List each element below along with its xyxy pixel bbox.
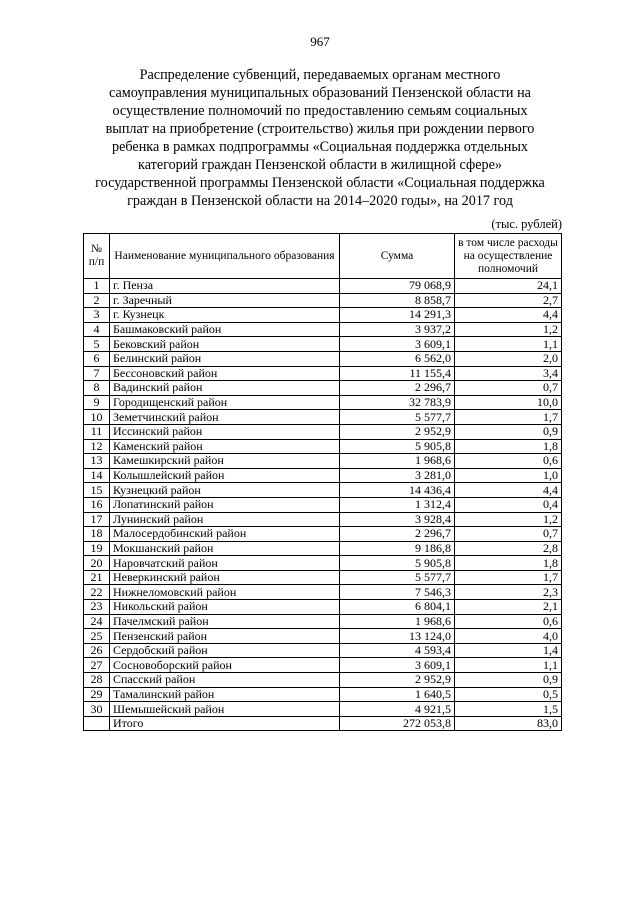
table-row xyxy=(84,351,562,366)
header-num: № п/п xyxy=(84,234,110,279)
municipality-name: Земетчинский район xyxy=(110,410,340,425)
expenses-amount: 0,5 xyxy=(455,687,562,702)
table-row xyxy=(84,541,562,556)
municipality-name: Каменский район xyxy=(110,439,340,454)
table-row xyxy=(84,366,562,381)
expenses-amount: 1,8 xyxy=(455,556,562,571)
subsidy-sum: 5 577,7 xyxy=(340,410,455,425)
row-number: 13 xyxy=(84,454,110,469)
table-row xyxy=(84,439,562,454)
subsidy-sum: 1 640,5 xyxy=(340,687,455,702)
expenses-amount: 0,7 xyxy=(455,527,562,542)
subsidy-table xyxy=(83,233,562,731)
row-number: 8 xyxy=(84,381,110,396)
table-row xyxy=(84,308,562,323)
table-row xyxy=(84,702,562,717)
table-row xyxy=(84,570,562,585)
subsidy-sum: 2 952,9 xyxy=(340,424,455,439)
municipality-name: Наровчатский район xyxy=(110,556,340,571)
municipality-name: Башмаковский район xyxy=(110,322,340,337)
municipality-name: Лопатинский район xyxy=(110,497,340,512)
title-line: осуществление полномочий по предоставлению семьям социальных xyxy=(112,103,528,119)
municipality-name: Пачелмский район xyxy=(110,614,340,629)
table-body xyxy=(84,279,562,731)
subsidy-sum: 3 609,1 xyxy=(340,658,455,673)
subsidy-sum: 2 296,7 xyxy=(340,381,455,396)
row-number: 5 xyxy=(84,337,110,352)
table-row xyxy=(84,337,562,352)
subsidy-sum: 8 858,7 xyxy=(340,293,455,308)
expenses-amount: 0,9 xyxy=(455,424,562,439)
expenses-amount: 1,4 xyxy=(455,643,562,658)
title-line: Распределение субвенций, передаваемых органам местного xyxy=(139,67,501,83)
municipality-name: Иссинский район xyxy=(110,424,340,439)
municipality-name: Нижнеломовский район xyxy=(110,585,340,600)
table-row xyxy=(84,614,562,629)
subsidy-sum: 14 291,3 xyxy=(340,308,455,323)
municipality-name: Кузнецкий район xyxy=(110,483,340,498)
table-row xyxy=(84,381,562,396)
expenses-amount: 1,2 xyxy=(455,512,562,527)
table-row xyxy=(84,424,562,439)
table-row xyxy=(84,673,562,688)
document-title xyxy=(92,66,548,210)
subsidy-sum: 5 905,8 xyxy=(340,439,455,454)
subsidy-sum: 5 905,8 xyxy=(340,556,455,571)
table-row xyxy=(84,527,562,542)
municipality-name: г. Кузнецк xyxy=(110,308,340,323)
subsidy-sum: 79 068,9 xyxy=(340,279,455,294)
row-number: 26 xyxy=(84,643,110,658)
subsidy-sum: 13 124,0 xyxy=(340,629,455,644)
municipality-name: Мокшанский район xyxy=(110,541,340,556)
subsidy-sum: 2 952,9 xyxy=(340,673,455,688)
municipality-name: Бессоновский район xyxy=(110,366,340,381)
table-row xyxy=(84,629,562,644)
table-row xyxy=(84,658,562,673)
title-line: граждан в Пензенской области на 2014–2020 годы», на 2017 год xyxy=(127,193,513,209)
subsidy-sum: 6 562,0 xyxy=(340,351,455,366)
row-number: 1 xyxy=(84,279,110,294)
municipality-name: Белинский район xyxy=(110,351,340,366)
municipality-name: Сердобский район xyxy=(110,643,340,658)
row-number: 15 xyxy=(84,483,110,498)
row-number: 23 xyxy=(84,600,110,615)
row-number: 28 xyxy=(84,673,110,688)
municipality-name: Лунинский район xyxy=(110,512,340,527)
expenses-amount: 1,0 xyxy=(455,468,562,483)
subsidy-sum: 32 783,9 xyxy=(340,395,455,410)
row-number: 19 xyxy=(84,541,110,556)
table-row xyxy=(84,483,562,498)
expenses-amount: 1,7 xyxy=(455,570,562,585)
header-name: Наименование муниципального образования xyxy=(110,234,340,279)
municipality-name: г. Пенза xyxy=(110,279,340,294)
row-number: 6 xyxy=(84,351,110,366)
page-number: 967 xyxy=(310,34,330,49)
municipality-name: г. Заречный xyxy=(110,293,340,308)
subsidy-sum: 3 928,4 xyxy=(340,512,455,527)
expenses-amount: 0,7 xyxy=(455,381,562,396)
municipality-name: Вадинский район xyxy=(110,381,340,396)
expenses-amount: 1,2 xyxy=(455,322,562,337)
municipality-name: Спасский район xyxy=(110,673,340,688)
table-row xyxy=(84,395,562,410)
row-number: 10 xyxy=(84,410,110,425)
row-number: 18 xyxy=(84,527,110,542)
row-number: 12 xyxy=(84,439,110,454)
subsidy-sum: 3 937,2 xyxy=(340,322,455,337)
table-row xyxy=(84,512,562,527)
municipality-name: Колышлейский район xyxy=(110,468,340,483)
expenses-amount: 1,7 xyxy=(455,410,562,425)
municipality-name: Камешкирский район xyxy=(110,454,340,469)
subsidy-sum: 1 968,6 xyxy=(340,454,455,469)
expenses-amount: 2,3 xyxy=(455,585,562,600)
expenses-amount: 2,1 xyxy=(455,600,562,615)
total-sum: 272 053,8 xyxy=(340,716,455,731)
municipality-name: Никольский район xyxy=(110,600,340,615)
expenses-amount: 1,1 xyxy=(455,337,562,352)
row-number: 7 xyxy=(84,366,110,381)
municipality-name: Сосновоборский район xyxy=(110,658,340,673)
title-line: ребенка в рамках подпрограммы «Социальная поддержка отдельных xyxy=(112,139,528,155)
expenses-amount: 2,8 xyxy=(455,541,562,556)
header-sum: Сумма xyxy=(340,234,455,279)
row-number: 21 xyxy=(84,570,110,585)
expenses-amount: 1,8 xyxy=(455,439,562,454)
total-label: Итого xyxy=(110,716,340,731)
table-row xyxy=(84,454,562,469)
table-row xyxy=(84,497,562,512)
table-row xyxy=(84,322,562,337)
row-number: 25 xyxy=(84,629,110,644)
table-row xyxy=(84,600,562,615)
row-number: 11 xyxy=(84,424,110,439)
row-number: 22 xyxy=(84,585,110,600)
subsidy-sum: 4 921,5 xyxy=(340,702,455,717)
municipality-name: Малосердобинский район xyxy=(110,527,340,542)
expenses-amount: 24,1 xyxy=(455,279,562,294)
row-number: 4 xyxy=(84,322,110,337)
subsidy-sum: 4 593,4 xyxy=(340,643,455,658)
row-number: 24 xyxy=(84,614,110,629)
row-number: 16 xyxy=(84,497,110,512)
row-number: 27 xyxy=(84,658,110,673)
row-number: 29 xyxy=(84,687,110,702)
table-row xyxy=(84,279,562,294)
expenses-amount: 10,0 xyxy=(455,395,562,410)
subsidy-sum: 7 546,3 xyxy=(340,585,455,600)
table-row xyxy=(84,643,562,658)
expenses-amount: 2,0 xyxy=(455,351,562,366)
municipality-name: Пензенский район xyxy=(110,629,340,644)
expenses-amount: 0,4 xyxy=(455,497,562,512)
expenses-amount: 4,4 xyxy=(455,483,562,498)
municipality-name: Городищенский район xyxy=(110,395,340,410)
municipality-name: Неверкинский район xyxy=(110,570,340,585)
expenses-amount: 3,4 xyxy=(455,366,562,381)
total-expenses: 83,0 xyxy=(455,716,562,731)
municipality-name: Шемышейский район xyxy=(110,702,340,717)
row-number: 20 xyxy=(84,556,110,571)
municipality-name: Бековский район xyxy=(110,337,340,352)
row-number: 17 xyxy=(84,512,110,527)
expenses-amount: 0,6 xyxy=(455,614,562,629)
subsidy-sum: 11 155,4 xyxy=(340,366,455,381)
subsidy-sum: 6 804,1 xyxy=(340,600,455,615)
subsidy-sum: 5 577,7 xyxy=(340,570,455,585)
expenses-amount: 4,0 xyxy=(455,629,562,644)
units-label: (тыс. рублей) xyxy=(491,217,562,231)
table-row xyxy=(84,293,562,308)
expenses-amount: 2,7 xyxy=(455,293,562,308)
total-row xyxy=(84,716,562,731)
title-line: самоуправления муниципальных образований Пензенской области на xyxy=(109,85,531,101)
table-row xyxy=(84,468,562,483)
expenses-amount: 4,4 xyxy=(455,308,562,323)
expenses-amount: 0,6 xyxy=(455,454,562,469)
title-line: выплат на приобретение (строительство) жилья при рождении первого xyxy=(105,121,535,137)
title-line: государственной программы Пензенской области «Социальная поддержка xyxy=(95,175,545,191)
row-number: 30 xyxy=(84,702,110,717)
expenses-amount: 0,9 xyxy=(455,673,562,688)
table-header-row xyxy=(84,234,562,279)
subsidy-sum: 14 436,4 xyxy=(340,483,455,498)
total-num-empty xyxy=(84,716,110,731)
table-row xyxy=(84,410,562,425)
expenses-amount: 1,1 xyxy=(455,658,562,673)
subsidy-sum: 3 609,1 xyxy=(340,337,455,352)
header-expenses: в том числе расходы на осуществление полномочий xyxy=(455,234,562,279)
title-line: категорий граждан Пензенской области в жилищной сфере» xyxy=(138,157,502,173)
subsidy-sum: 9 186,8 xyxy=(340,541,455,556)
subsidy-sum: 1 312,4 xyxy=(340,497,455,512)
subsidy-sum: 3 281,0 xyxy=(340,468,455,483)
row-number: 9 xyxy=(84,395,110,410)
row-number: 3 xyxy=(84,308,110,323)
subsidy-sum: 1 968,6 xyxy=(340,614,455,629)
expenses-amount: 1,5 xyxy=(455,702,562,717)
row-number: 2 xyxy=(84,293,110,308)
row-number: 14 xyxy=(84,468,110,483)
table-row xyxy=(84,556,562,571)
subsidy-sum: 2 296,7 xyxy=(340,527,455,542)
table-row xyxy=(84,687,562,702)
table-row xyxy=(84,585,562,600)
municipality-name: Тамалинский район xyxy=(110,687,340,702)
